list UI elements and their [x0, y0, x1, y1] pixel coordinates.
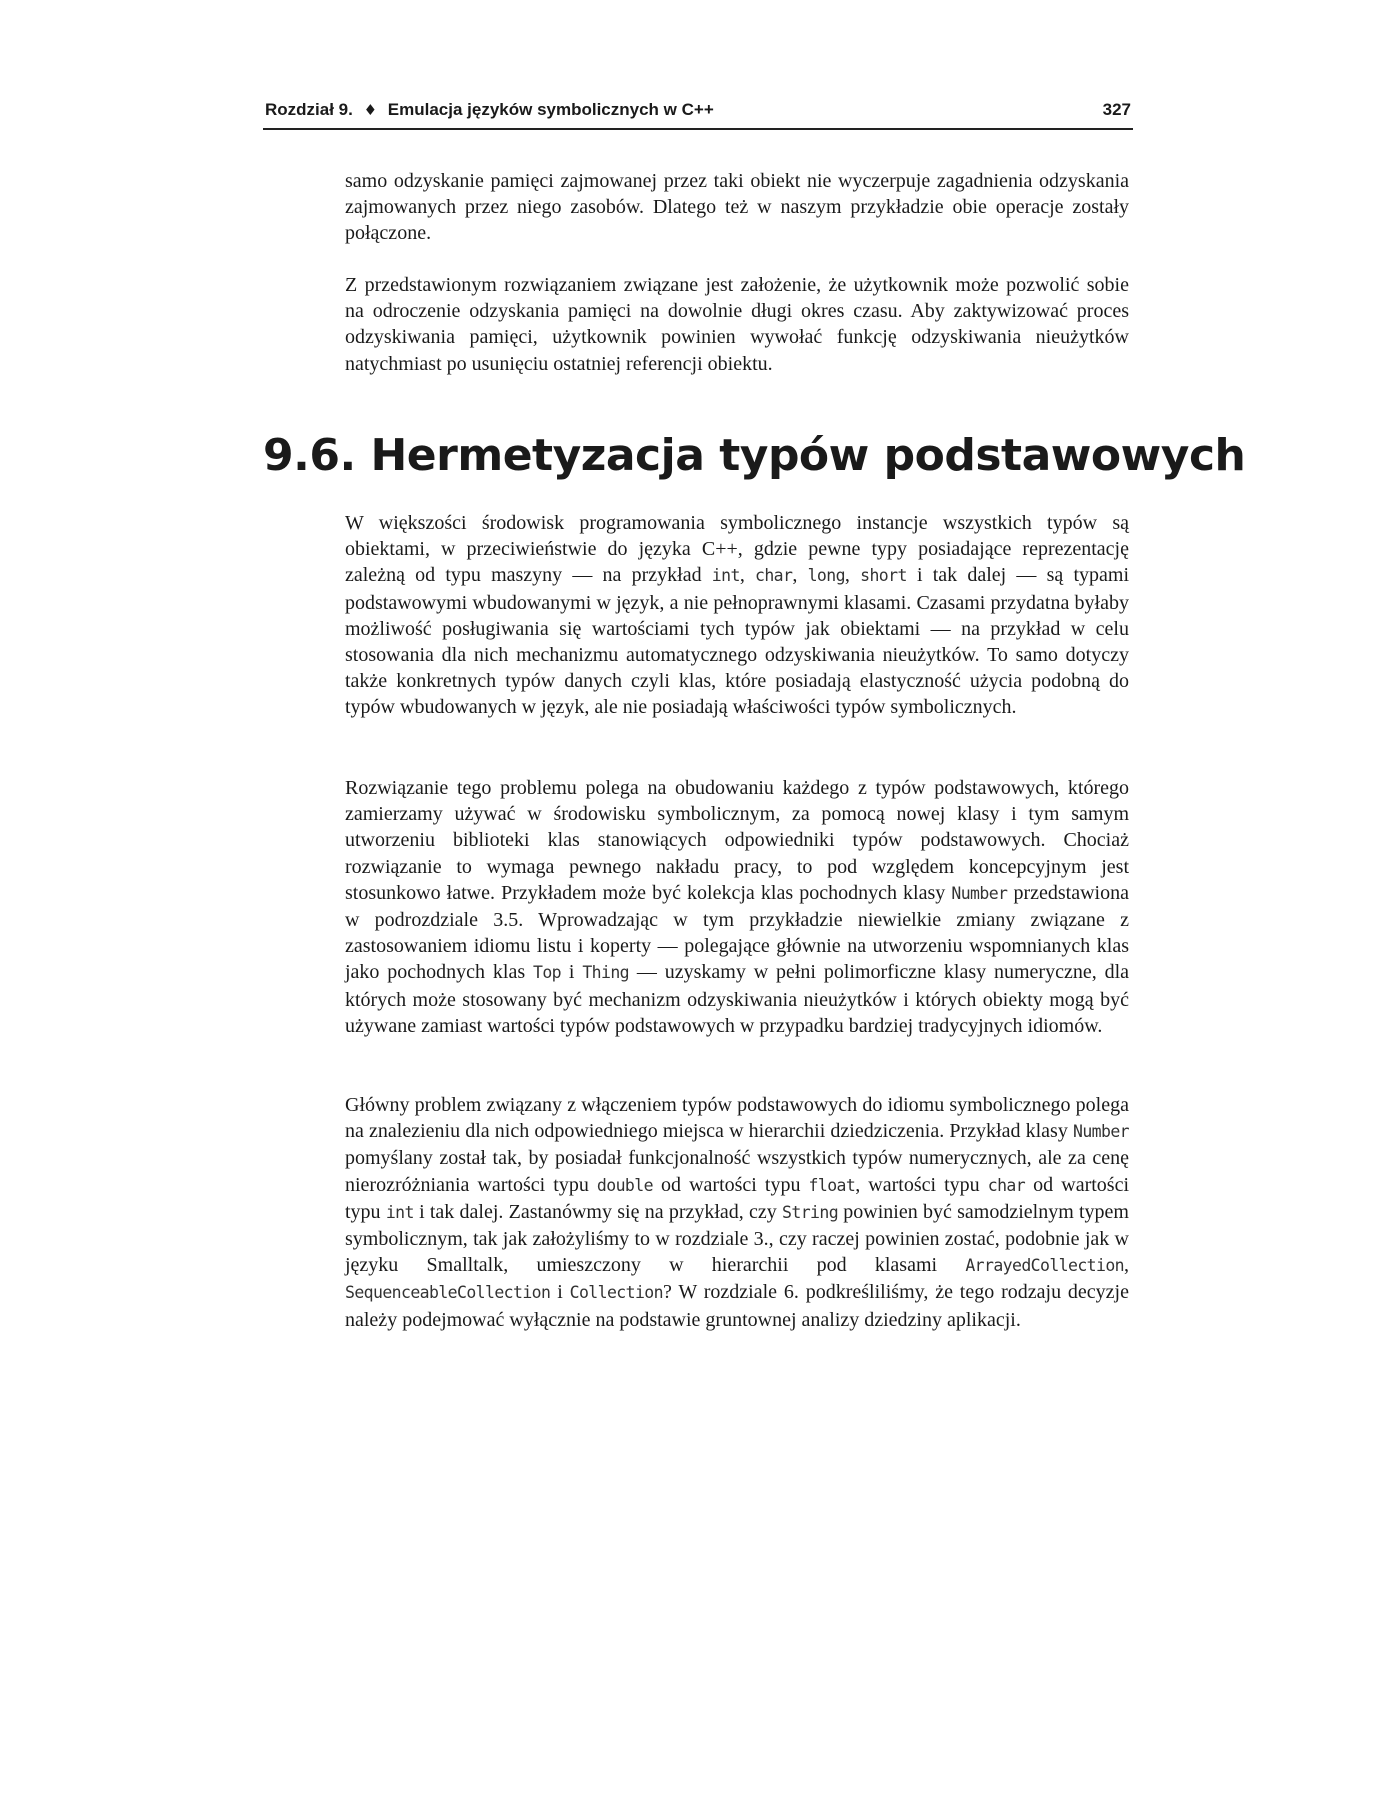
text: ,: [739, 564, 756, 587]
code-string: String: [782, 1202, 839, 1222]
section-heading: 9.6. Hermetyzacja typów podstawowych: [263, 430, 1246, 481]
code-char: char: [755, 566, 793, 586]
text: — uzyskamy w pełni polimorficzne klasy numeryczne, dla których może stosowany być mechanizm odzyskiwania nieużytków i których obiekty mogą być używane zamiast wartości typów podstawowych w przypadku bardziej tradycyjnych idiomów.: [345, 961, 1130, 1037]
code-char: char: [987, 1175, 1026, 1195]
paragraph-5: [345, 1092, 1129, 1333]
text: i: [550, 1281, 570, 1304]
code-short: short: [860, 566, 907, 586]
text: , wartości typu: [855, 1173, 988, 1196]
chapter-title: Emulacja języków symbolicznych w C++: [387, 100, 714, 119]
code-long: long: [807, 566, 845, 586]
paragraph-3: [345, 510, 1129, 721]
text: od wartości typu: [345, 1173, 1130, 1223]
paragraph-4: [345, 775, 1129, 1039]
text: od wartości typu: [652, 1173, 809, 1196]
running-header: [263, 98, 1133, 130]
page-number: 327: [1102, 100, 1131, 119]
chapter-label: Rozdział 9.: [265, 100, 353, 119]
code-number: Number: [951, 883, 1008, 903]
paragraph-1: samo odzyskanie pamięci zajmowanej przez taki obiekt nie wyczerpuje zagadnienia odzyskania zajmowanych przez niego zasobów. Dlatego też w naszym przykładzie obie operacje zostały połączone.: [345, 170, 1129, 245]
code-double: double: [596, 1175, 653, 1195]
text: Rozwiązanie tego problemu polega na obudowaniu każdego z typów podstawowych, którego zamierzamy używać w środowisku symbolicznym, za pomocą nowej klasy i tym samym utworzeniu biblioteki klas stanowiących odpowiedniki typów podstawowych. Chociaż rozwiązanie to wymaga pewnego nakładu pracy, to pod względem koncepcyjnym jest stosunkowo łatwe. Przykładem może być kolekcja klas pochodnych klasy: [345, 777, 1129, 904]
text: Główny problem związany z włączeniem typów podstawowych do idiomu symbolicznego polega na znalezieniu dla nich odpowiedniego miejsca w hierarchii dziedziczenia. Przykład klasy: [345, 1094, 1129, 1143]
code-top: Top: [533, 963, 562, 983]
text: ,: [844, 564, 861, 587]
text: W większości środowisk programowania symbolicznego instancje wszystkich typów są obiektami, w przeciwieństwie do języka C++, gdzie pewne typy posiadające reprezentację zależną od typu maszyny — na przykład: [345, 512, 1129, 587]
code-collection: Collection: [569, 1283, 663, 1303]
code-int: int: [385, 1202, 414, 1222]
text: powinien być samodzielnym typem symbolicznym, tak jak założyliśmy to w rozdziale 3., czy raczej powinien zostać, podobnie jak w języku Smalltalk, umieszczony w hierarchii pod klasami: [345, 1200, 1129, 1277]
paragraph-2: Z przedstawionym rozwiązaniem związane jest założenie, że użytkownik może pozwolić sobie na odroczenie odzyskania pamięci na dowolnie długi okres czasu. Aby zaktywizować proces odzyskiwania pamięci, użytkownik powinien wywołać funkcję odzyskiwania nieużytków natychmiast po usunięciu ostatniej referencji obiektu.: [345, 274, 1129, 375]
text: i tak dalej. Zastanówmy się na przykład, czy: [413, 1200, 783, 1223]
running-header-title: [265, 100, 714, 120]
code-arrayedcollection: ArrayedCollection: [965, 1256, 1124, 1276]
text: ? W rozdziale 6. podkreśliliśmy, że tego rodzaju decyzje należy podejmować wyłącznie na podstawie gruntownej analizy dziedziny aplikacji.: [345, 1281, 1129, 1331]
text: i tak dalej — są typami podstawowymi wbudowanymi w język, a nie pełnoprawnymi klasami. Czasami przydatna byłaby możliwość posługiwania się wartościami tych typów jak obiektami — na przykład w celu stosowania dla nich mechanizmu automatycznego odzyskiwania nieużytków. To samo dotyczy także konkretnych typów danych czyli klas, które posiadają elastyczność użycia podobną do typów wbudowanych w język, ale nie posiadają właściwości typów symbolicznych.: [345, 564, 1130, 719]
code-int: int: [711, 566, 740, 586]
code-sequenceablecollection: SequenceableCollection: [345, 1283, 551, 1303]
text: ,: [792, 564, 808, 587]
diamond-separator-icon: ♦: [363, 101, 378, 119]
text: ,: [1124, 1254, 1129, 1277]
text: przedstawiona w podrozdziale 3.5. Wprowadzając w tym przykładzie niewielkie zmiany związane z zastosowaniem idiomu listu i koperty — polegające głównie na utworzeniu wspomnianych klas jako pochodnych klas: [345, 881, 1129, 984]
code-thing: Thing: [582, 963, 629, 983]
text: pomyślany został tak, by posiadał funkcjonalność wszystkich typów numerycznych, ale za cenę nierozróżniania wartości typu: [345, 1147, 1129, 1196]
code-float: float: [808, 1175, 856, 1195]
text: i: [561, 961, 583, 984]
code-number: Number: [1072, 1122, 1129, 1142]
